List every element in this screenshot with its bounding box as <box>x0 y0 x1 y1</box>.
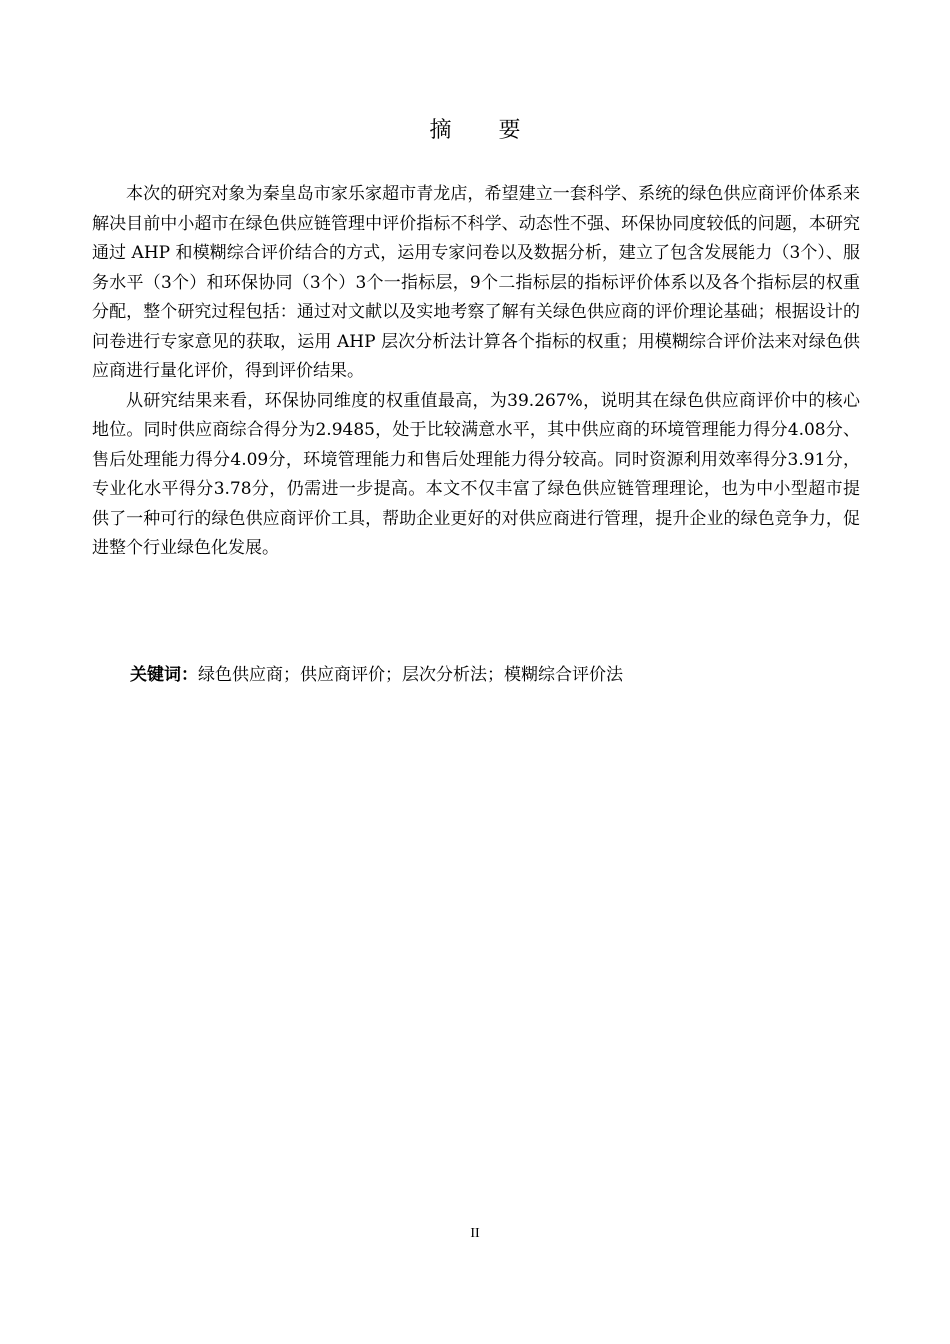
abstract-paragraph-2: 从研究结果来看，环保协同维度的权重值最高，为39.267%，说明其在绿色供应商评价中的核心地位。同时供应商综合得分为2.9485，处于比较满意水平，其中供应商的环境管理能力得分4.08分、售后处理能力得分4.09分，环境管理能力和售后处理能力得分较高。同时资源利用效率得分3.91分，专业化水平得分3.78分，仍需进一步提高。本文不仅丰富了绿色供应链管理理论，也为中小型超市提供了一种可行的绿色供应商评价工具，帮助企业更好的对供应商进行管理，提升企业的绿色竞争力，促进整个行业绿色化发展。 <box>92 390 860 558</box>
abstract-title: 摘 要 <box>429 118 541 143</box>
keywords-line <box>92 660 860 690</box>
abstract-paragraph-1: 本次的研究对象为秦皇岛市家乐家超市青龙店，希望建立一套科学、系统的绿色供应商评价体系来解决目前中小超市在绿色供应链管理中评价指标不科学、动态性不强、环保协同度较低的问题，本研究通过 AHP 和模糊综合评价结合的方式，运用专家问卷以及数据分析，建立了包含发展能力（3个）、服务水平（3个）和环保协同（3个）3个一指标层，9个二指标层的指标评价体系以及各个指标层的权重分配，整个研究过程包括：通过对文献以及实地考察了解有关绿色供应商的评价理论基础；根据设计的问卷进行专家意见的获取，运用 AHP 层次分析法计算各个指标的权重；用模糊综合评价法来对绿色供应商进行量化评价，得到评价结果。 <box>92 184 860 381</box>
abstract-body <box>92 180 860 564</box>
keywords-text: 绿色供应商；供应商评价；层次分析法；模糊综合评价法 <box>198 665 623 685</box>
keywords-label: 关键词： <box>130 665 198 685</box>
page-number: II <box>470 1226 480 1241</box>
